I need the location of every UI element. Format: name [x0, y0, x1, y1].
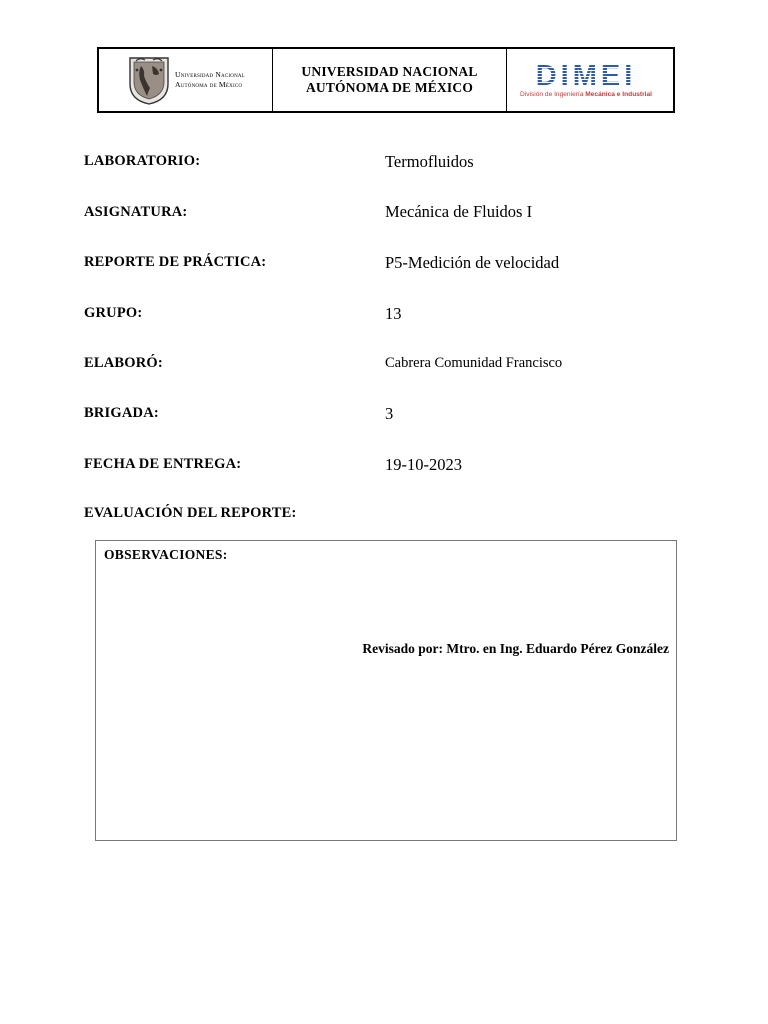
- field-label-fecha: FECHA DE ENTREGA:: [84, 456, 242, 472]
- field-value-asignatura: Mecánica de Fluidos I: [385, 202, 533, 221]
- header-title-cell: [272, 49, 506, 111]
- field-value-brigada: 3: [385, 404, 394, 423]
- unam-logo-text-line2: Autónoma de México: [175, 80, 243, 89]
- unam-logo: [126, 54, 245, 106]
- dimei-subtitle: [520, 91, 652, 99]
- field-value-fecha: 19-10-2023: [385, 455, 462, 474]
- field-value-elaboro: Cabrera Comunidad Francisco: [385, 355, 563, 371]
- unam-logo-text-line1: Universidad Nacional: [175, 70, 245, 79]
- reviewed-by: Revisado por: Mtro. en Ing. Eduardo Pérez González: [362, 641, 669, 656]
- evaluation-heading: EVALUACIÓN DEL REPORTE:: [84, 505, 297, 521]
- field-value-grupo: 13: [385, 304, 402, 323]
- field-label-laboratorio: LABORATORIO:: [84, 153, 201, 169]
- field-label-grupo: GRUPO:: [84, 305, 143, 321]
- dimei-logo-cell: [506, 49, 673, 111]
- field-label-asignatura: ASIGNATURA:: [84, 204, 188, 220]
- unam-logo-text: [175, 70, 245, 90]
- field-value-reporte: P5-Medición de velocidad: [385, 253, 560, 272]
- field-value-laboratorio: Termofluidos: [385, 152, 474, 171]
- dimei-logo-text: DIMEI: [535, 59, 637, 92]
- field-label-reporte: REPORTE DE PRÁCTICA:: [84, 254, 267, 270]
- header-title-line1: UNIVERSIDAD NACIONAL: [301, 64, 478, 79]
- header-title-line2: AUTÓNOMA DE MÉXICO: [305, 80, 474, 95]
- unam-logo-cell: [99, 49, 272, 111]
- unam-crest-icon: [126, 54, 172, 106]
- observations-label: OBSERVACIONES:: [104, 547, 228, 562]
- field-label-elaboro: ELABORÓ:: [84, 355, 163, 371]
- observations-box: [95, 540, 677, 841]
- dimei-subtitle-emphasis: Mecánica e Industrial: [585, 90, 652, 98]
- dimei-subtitle-prefix: División de Ingeniería: [520, 90, 584, 98]
- header-table: [97, 47, 675, 113]
- dimei-logo: [520, 59, 652, 99]
- field-label-brigada: BRIGADA:: [84, 405, 159, 421]
